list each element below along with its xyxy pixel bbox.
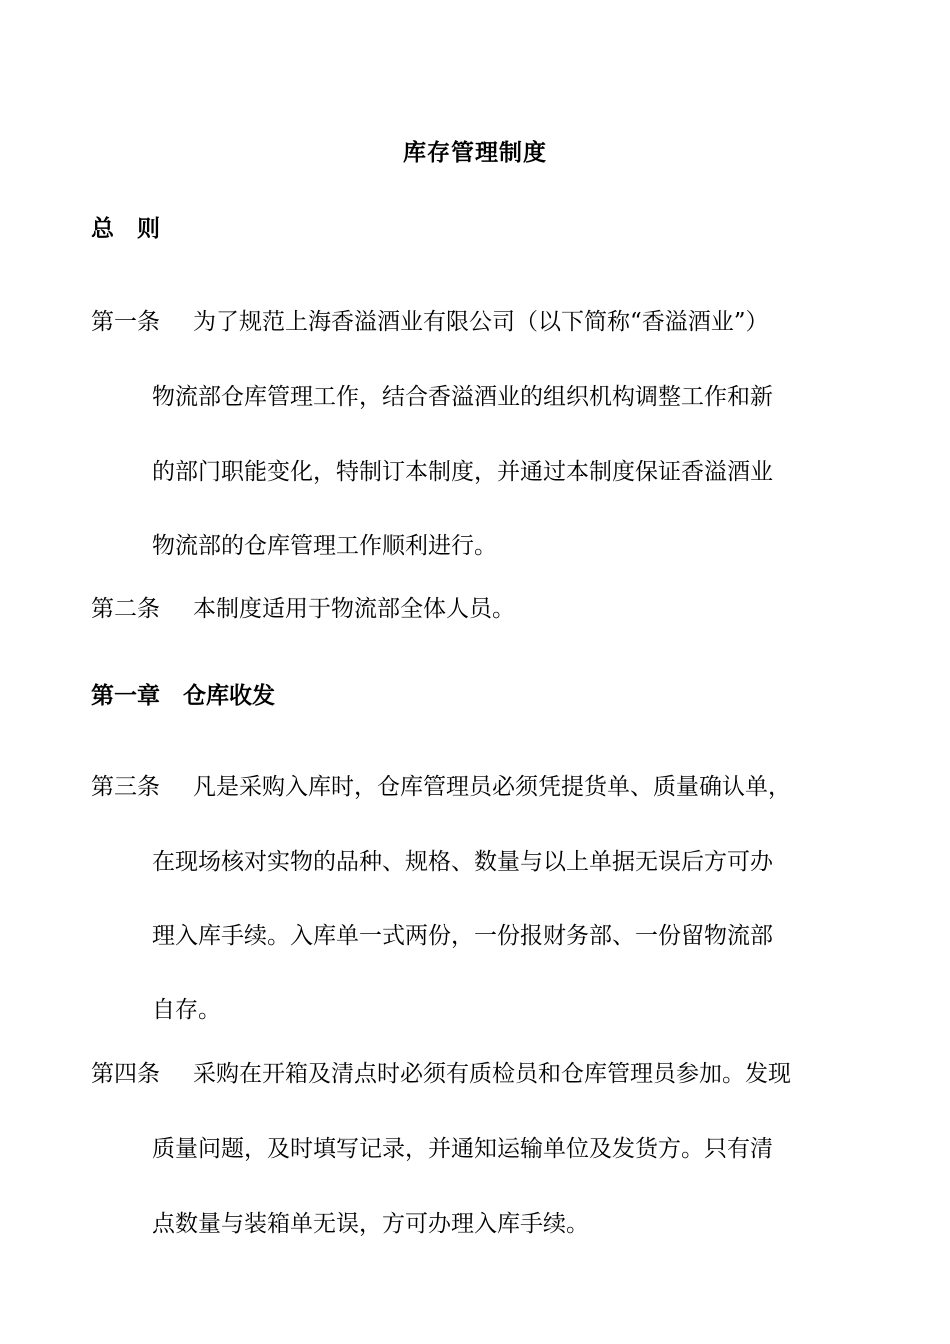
article-label: 第二条 bbox=[91, 596, 160, 622]
article-line: 点数量与装箱单无误，方可办理入库手续。 bbox=[152, 1211, 589, 1237]
article-label: 第三条 bbox=[91, 774, 160, 800]
article-label: 第一条 bbox=[91, 309, 160, 335]
article-line: 采购在开箱及清点时必须有质检员和仓库管理员参加。发现 bbox=[193, 1061, 791, 1087]
article-line: 物流部仓库管理工作，结合香溢酒业的组织机构调整工作和新 bbox=[152, 384, 773, 410]
article-line: 自存。 bbox=[152, 997, 221, 1023]
article-line: 本制度适用于物流部全体人员。 bbox=[193, 596, 515, 622]
article-line: 凡是采购入库时，仓库管理员必须凭提货单、质量确认单， bbox=[193, 774, 791, 800]
chapter-1-heading: 第一章 仓库收发 bbox=[91, 683, 275, 709]
article-line: 质量问题，及时填写记录，并通知运输单位及发货方。只有清 bbox=[152, 1136, 773, 1162]
article-line: 在现场核对实物的品种、规格、数量与以上单据无误后方可办 bbox=[152, 849, 773, 875]
article-line: 为了规范上海香溢酒业有限公司（以下简称“香溢酒业”） bbox=[193, 309, 769, 335]
article-line: 理入库手续。入库单一式两份，一份报财务部、一份留物流部 bbox=[152, 923, 773, 949]
article-line: 物流部的仓库管理工作顺利进行。 bbox=[152, 533, 497, 559]
general-provisions-heading: 总 则 bbox=[91, 216, 160, 242]
article-line: 的部门职能变化，特制订本制度，并通过本制度保证香溢酒业 bbox=[152, 459, 773, 485]
document-title: 库存管理制度 bbox=[403, 140, 547, 166]
article-label: 第四条 bbox=[91, 1061, 160, 1087]
